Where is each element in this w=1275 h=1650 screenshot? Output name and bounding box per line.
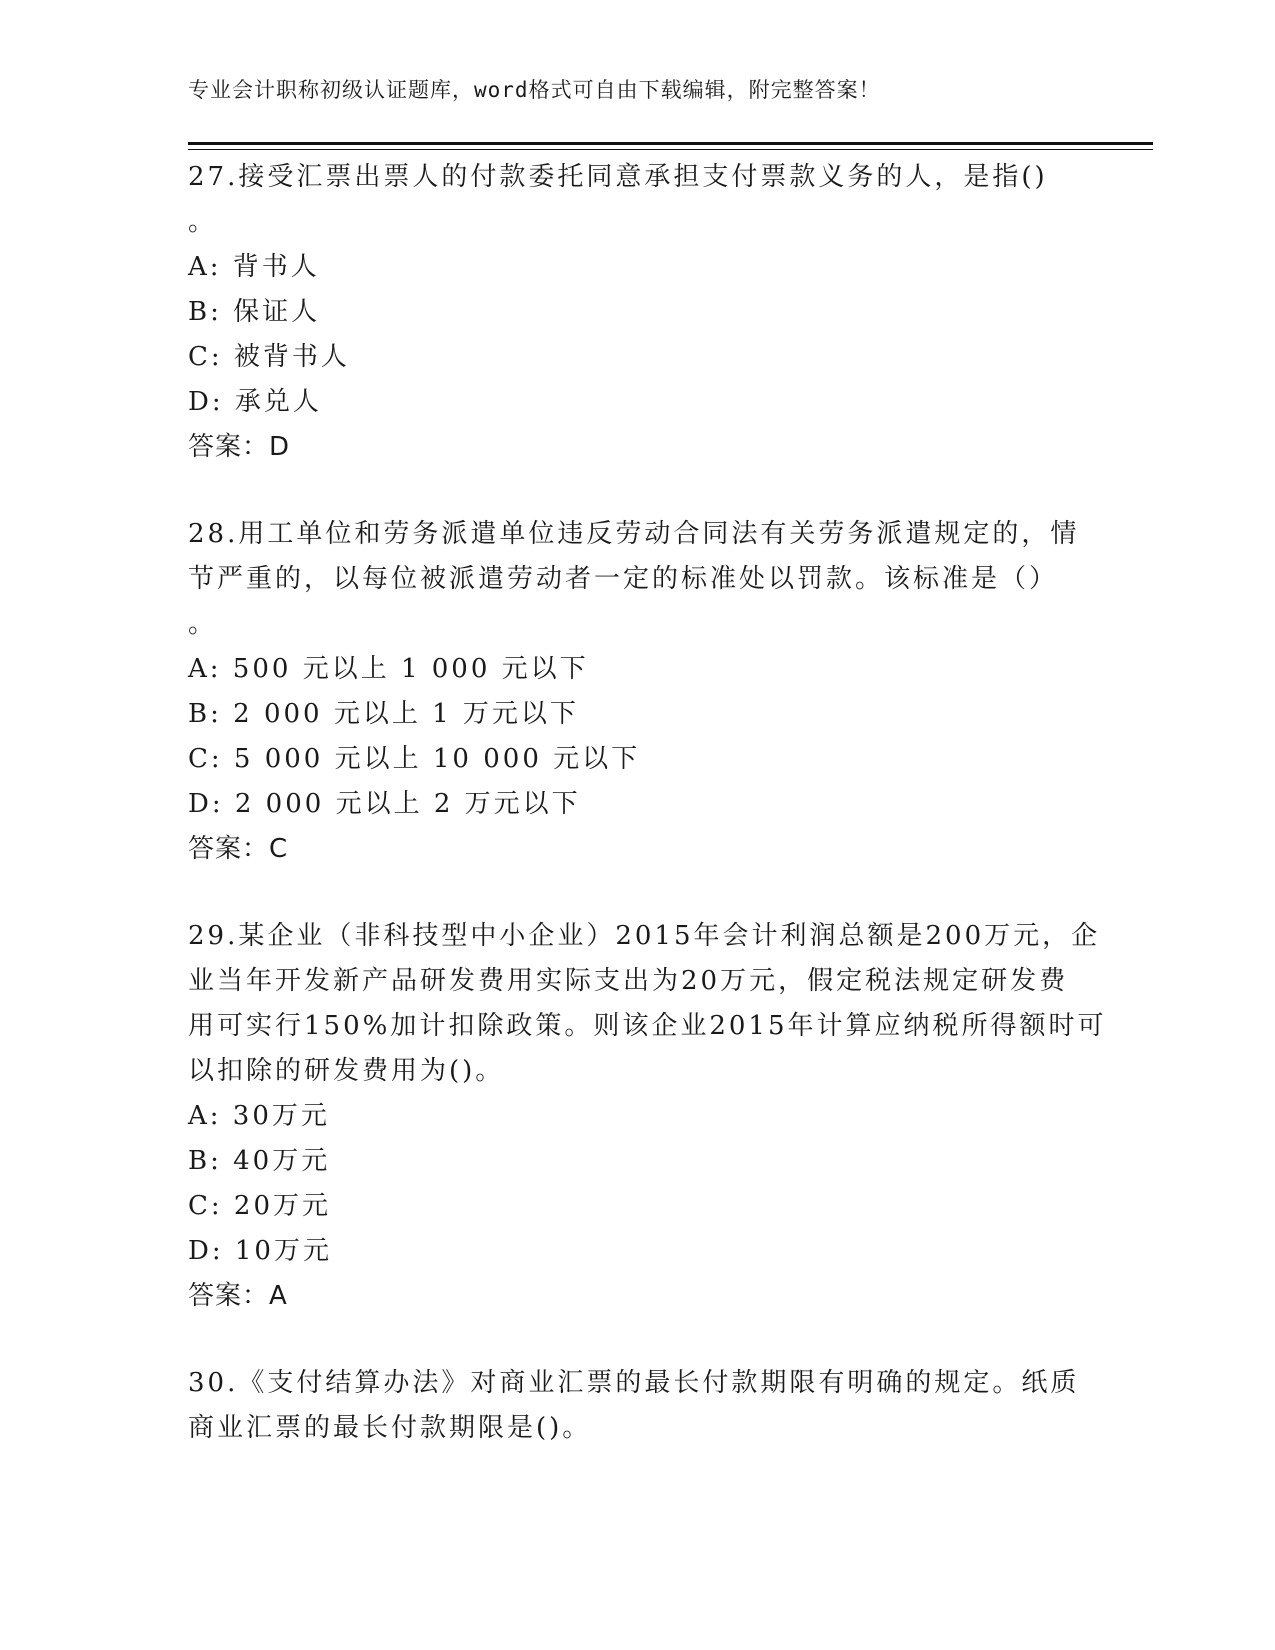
question-stem-line: 30.《支付结算办法》对商业汇票的最长付款期限有明确的规定。纸质 <box>188 1368 1080 1398</box>
question-stem-line: 。 <box>188 609 218 639</box>
option-c: C: 被背书人 <box>188 342 350 372</box>
question-stem-line: 商业汇票的最长付款期限是()。 <box>188 1413 592 1443</box>
header-rule-thin <box>188 149 1153 150</box>
spacer <box>188 872 1088 914</box>
question-29 <box>188 914 1107 1319</box>
question-stem-line: 29.某企业（非科技型中小企业）2015年会计利润总额是200万元，企 <box>188 921 1101 951</box>
option-b: B: 保证人 <box>188 297 321 327</box>
answer-line: 答案：D <box>188 432 291 462</box>
option-b: B: 2 000 元以上 1 万元以下 <box>188 699 579 729</box>
question-30 <box>188 1361 1088 1451</box>
option-b: B: 40万元 <box>188 1146 331 1176</box>
question-stem-line: 业当年开发新产品研发费用实际支出为20万元，假定税法规定研发费 <box>188 966 1069 996</box>
option-d: D: 2 000 元以上 2 万元以下 <box>188 789 581 819</box>
question-stem-line: 以扣除的研发费用为()。 <box>188 1056 505 1086</box>
answer-line: 答案：C <box>188 834 289 864</box>
spacer <box>188 470 1088 512</box>
header-rule-thick <box>188 142 1153 145</box>
option-d: D: 10万元 <box>188 1236 332 1266</box>
option-c: C: 5 000 元以上 10 000 元以下 <box>188 744 641 774</box>
question-stem-line: 。 <box>188 207 218 237</box>
option-a: A: 背书人 <box>188 252 320 282</box>
question-27 <box>188 155 1088 470</box>
question-28 <box>188 512 1088 872</box>
spacer <box>188 1319 1088 1361</box>
question-stem-line: 28.用工单位和劳务派遣单位违反劳动合同法有关劳务派遣规定的，情 <box>188 519 1080 549</box>
question-stem-line: 用可实行150%加计扣除政策。则该企业2015年计算应纳税所得额时可 <box>188 1011 1107 1041</box>
answer-line: 答案：A <box>188 1281 288 1311</box>
option-a: A: 500 元以上 1 000 元以下 <box>188 654 589 684</box>
question-list <box>188 155 1107 1451</box>
question-stem-line: 27.接受汇票出票人的付款委托同意承担支付票款义务的人，是指() <box>188 162 1048 192</box>
option-a: A: 30万元 <box>188 1101 330 1131</box>
page-header: 专业会计职称初级认证题库，word格式可自由下载编辑，附完整答案！ <box>188 78 881 102</box>
option-c: C: 20万元 <box>188 1191 332 1221</box>
question-stem-line: 节严重的，以每位被派遣劳动者一定的标准处以罚款。该标准是（） <box>188 564 1059 594</box>
option-d: D: 承兑人 <box>188 387 322 417</box>
